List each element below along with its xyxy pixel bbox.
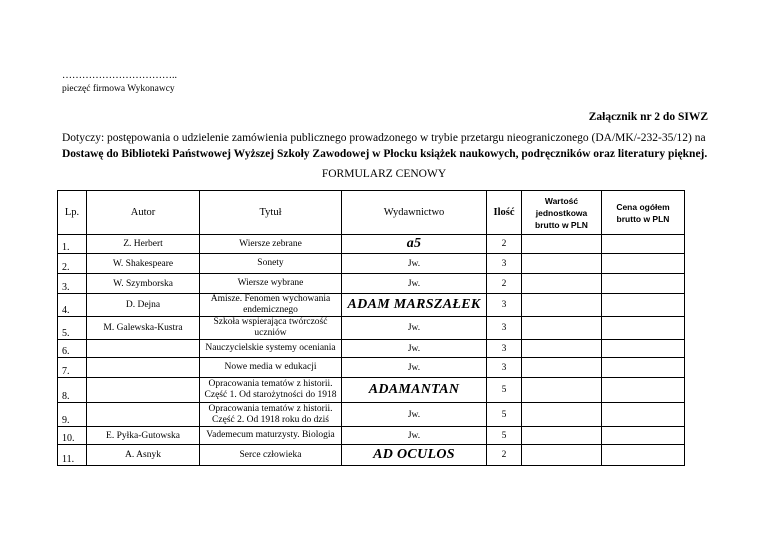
table-row (58, 378, 685, 403)
cell-qty: 5 (487, 403, 522, 427)
cell-author: A. Asnyk (87, 445, 200, 466)
cell-total-price[interactable] (602, 358, 685, 378)
cell-author: M. Galewska-Kustra (87, 317, 200, 340)
cell-qty: 3 (487, 340, 522, 358)
cell-total-price[interactable] (602, 427, 685, 445)
cell-publisher: ADAMANTAN (342, 378, 487, 403)
cell-unit-price[interactable] (522, 274, 602, 294)
cell-author: D. Dejna (87, 294, 200, 317)
cell-publisher: Jw. (342, 274, 487, 294)
cell-author: E. Pyłka-Gutowska (87, 427, 200, 445)
cell-title: Opracowania tematów z historii. Część 2. Od 1918 roku do dziś (200, 403, 342, 427)
cell-lp: 9. (58, 403, 87, 427)
subject-line-2: Dostawę do Biblioteki Państwowej Wyższej Szkoły Zawodowej w Płocku książek naukowych, podręczników oraz literatury pięknej. (62, 148, 708, 160)
cell-publisher: ADAM MARSZAŁEK (342, 294, 487, 317)
cell-lp: 7. (58, 358, 87, 378)
cell-lp: 1. (58, 235, 87, 254)
cell-unit-price[interactable] (522, 378, 602, 403)
cell-publisher: Jw. (342, 317, 487, 340)
cell-publisher: Jw. (342, 254, 487, 274)
cell-unit-price[interactable] (522, 317, 602, 340)
cell-qty: 3 (487, 317, 522, 340)
cell-author (87, 340, 200, 358)
col-header-unit-price: Wartość jednostkowa brutto w PLN (522, 191, 602, 235)
cell-lp: 10. (58, 427, 87, 445)
cell-total-price[interactable] (602, 445, 685, 466)
cell-unit-price[interactable] (522, 427, 602, 445)
table-row (58, 403, 685, 427)
table-row (58, 274, 685, 294)
table-row (58, 358, 685, 378)
cell-lp: 8. (58, 378, 87, 403)
cell-unit-price[interactable] (522, 445, 602, 466)
table-row (58, 445, 685, 466)
cell-author: Z. Herbert (87, 235, 200, 254)
cell-total-price[interactable] (602, 340, 685, 358)
cell-unit-price[interactable] (522, 294, 602, 317)
cell-author (87, 358, 200, 378)
cell-author: W. Shakespeare (87, 254, 200, 274)
cell-total-price[interactable] (602, 254, 685, 274)
cell-lp: 11. (58, 445, 87, 466)
cell-author: W. Szymborska (87, 274, 200, 294)
cell-publisher: Jw. (342, 340, 487, 358)
cell-qty: 3 (487, 358, 522, 378)
cell-title: Nowe media w edukacji (200, 358, 342, 378)
cell-title: Opracowania tematów z historii. Część 1. Od starożytności do 1918 (200, 378, 342, 403)
cell-qty: 5 (487, 378, 522, 403)
cell-author (87, 403, 200, 427)
cell-title: Serce człowieka (200, 445, 342, 466)
cell-author (87, 378, 200, 403)
col-header-title: Tytuł (200, 191, 342, 235)
cell-unit-price[interactable] (522, 403, 602, 427)
cell-lp: 2. (58, 254, 87, 274)
annex-label: Załącznik nr 2 do SIWZ (588, 111, 708, 123)
table-row (58, 294, 685, 317)
table-row (58, 235, 685, 254)
cell-unit-price[interactable] (522, 254, 602, 274)
cell-total-price[interactable] (602, 403, 685, 427)
stamp-dotted-line: …………………………….. (62, 70, 177, 81)
col-header-qty: Ilość (487, 191, 522, 235)
subject-line-1: Dotyczy: postępowania o udzielenie zamówienia publicznego prowadzonego w trybie przetargu nieograniczonego (DA/MK/-232-35/12) na (62, 132, 706, 144)
cell-unit-price[interactable] (522, 340, 602, 358)
cell-lp: 3. (58, 274, 87, 294)
cell-qty: 5 (487, 427, 522, 445)
cell-title: Szkoła wspierająca twórczość uczniów (200, 317, 342, 340)
table-row (58, 254, 685, 274)
cell-total-price[interactable] (602, 294, 685, 317)
table-row (58, 340, 685, 358)
cell-title: Wiersze wybrane (200, 274, 342, 294)
cell-qty: 2 (487, 445, 522, 466)
cell-lp: 4. (58, 294, 87, 317)
cell-title: Nauczycielskie systemy oceniania (200, 340, 342, 358)
cell-qty: 2 (487, 235, 522, 254)
cell-unit-price[interactable] (522, 235, 602, 254)
table-row (58, 427, 685, 445)
cell-unit-price[interactable] (522, 358, 602, 378)
cell-title: Sonety (200, 254, 342, 274)
cell-publisher: Jw. (342, 427, 487, 445)
price-table (57, 190, 685, 466)
cell-lp: 5. (58, 317, 87, 340)
cell-publisher: a5 (342, 235, 487, 254)
cell-publisher: Jw. (342, 358, 487, 378)
cell-publisher: AD OCULOS (342, 445, 487, 466)
cell-total-price[interactable] (602, 235, 685, 254)
cell-publisher: Jw. (342, 403, 487, 427)
table-header-row (58, 191, 685, 235)
cell-total-price[interactable] (602, 317, 685, 340)
col-header-publisher: Wydawnictwo (342, 191, 487, 235)
cell-total-price[interactable] (602, 274, 685, 294)
col-header-lp: Lp. (58, 191, 87, 235)
cell-title: Wiersze zebrane (200, 235, 342, 254)
cell-title: Amisze. Fenomen wychowania endemicznego (200, 294, 342, 317)
table-row (58, 317, 685, 340)
cell-qty: 2 (487, 274, 522, 294)
cell-title: Vademecum maturzysty. Biologia (200, 427, 342, 445)
cell-lp: 6. (58, 340, 87, 358)
stamp-label: pieczęć firmowa Wykonawcy (62, 84, 175, 94)
cell-total-price[interactable] (602, 378, 685, 403)
cell-qty: 3 (487, 254, 522, 274)
cell-qty: 3 (487, 294, 522, 317)
col-header-total-price: Cena ogółem brutto w PLN (602, 191, 685, 235)
form-title: FORMULARZ CENOWY (321, 168, 447, 180)
col-header-author: Autor (87, 191, 200, 235)
